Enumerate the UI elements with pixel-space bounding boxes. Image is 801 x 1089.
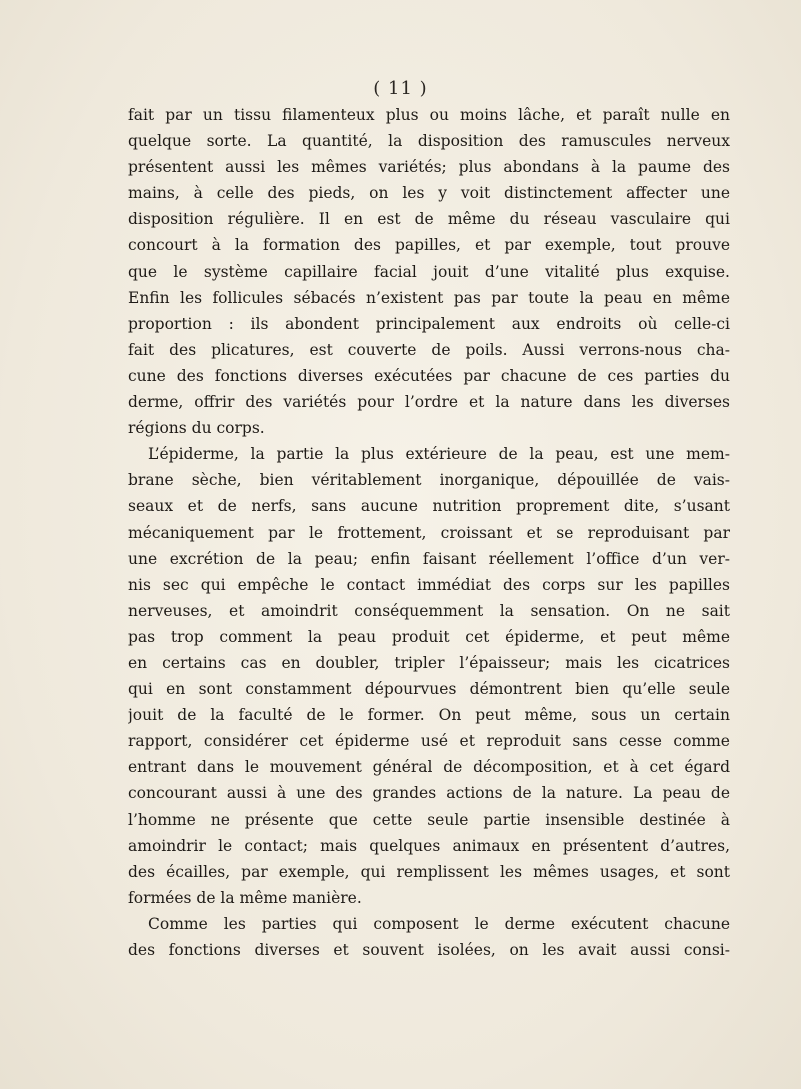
text-line: l’homme ne présente que cette seule partie insensible destinée à [128,810,730,829]
text-line: des écailles, par exemple, qui remplissent les mêmes usages, et sont [128,862,730,881]
text-line: fait par un tissu filamenteux plus ou moins lâche, et paraît nulle en [128,106,730,124]
text-line: brane sèche, bien véritablement inorganique, dépouillée de vais- [128,471,730,490]
text-line: mécaniquement par le frottement, croissant et se reproduisant par [128,523,730,542]
text-line: jouit de la faculté de le former. On peut même, sous un certain [128,706,730,725]
text-line: qui en sont constamment dépourvues démontrent bien qu’elle seule [128,680,730,699]
text-line: Comme les parties qui composent le derme exécutent chacune [148,914,730,933]
text-line: que le système capillaire facial jouit d’une vitalité plus exquise. [128,262,730,281]
text-line: mains, à celle des pieds, on les y voit distinctement affecter une [128,184,730,203]
text-line: nerveuses, et amoindrit conséquemment la sensation. On ne sait [128,601,730,620]
body-text [128,102,730,963]
text-line: derme, offrir des variétés pour l’ordre et la nature dans les diverses [128,393,730,412]
text-line: pas trop comment la peau produit cet épiderme, et peut même [128,627,730,646]
text-line: régions du corps. [128,419,265,438]
text-line: en certains cas en doubler, tripler l’épaisseur; mais les cicatrices [128,653,730,672]
page-number: ( 11 ) [373,78,428,99]
text-line: concourt à la formation des papilles, et par exemple, tout prouve [128,236,730,255]
text-line: proportion : ils abondent principalement aux endroits où celle-ci [128,314,730,333]
text-line: formées de la même manière. [128,888,362,907]
text-line: disposition régulière. Il en est de même du réseau vasculaire qui [128,210,730,229]
text-line: L’épiderme, la partie la plus extérieure de la peau, est une mem- [148,445,730,464]
text-line: une excrétion de la peau; enfin faisant réellement l’office d’un ver- [128,549,730,568]
text-line: Enfin les follicules sébacés n’existent pas par toute la peau en même [128,288,730,307]
text-line: fait des plicatures, est couverte de poils. Aussi verrons-nous cha- [128,340,730,359]
text-line: présentent aussi les mêmes variétés; plus abondans à la paume des [128,158,730,177]
text-line: entrant dans le mouvement général de décomposition, et à cet égard [128,758,730,777]
text-line: cune des fonctions diverses exécutées par chacune de ces parties du [128,366,730,385]
text-line: rapport, considérer cet épiderme usé et reproduit sans cesse comme [128,732,730,751]
text-line: des fonctions diverses et souvent isolées, on les avait aussi consi- [128,941,730,959]
text-line: seaux et de nerfs, sans aucune nutrition proprement dite, s’usant [128,497,730,516]
text-line: nis sec qui empêche le contact immédiat des corps sur les papilles [128,575,730,594]
text-line: concourant aussi à une des grandes actions de la nature. La peau de [128,784,730,803]
text-line: quelque sorte. La quantité, la disposition des ramuscules nerveux [128,132,730,151]
text-line: amoindrir le contact; mais quelques animaux en présentent d’autres, [128,836,730,855]
